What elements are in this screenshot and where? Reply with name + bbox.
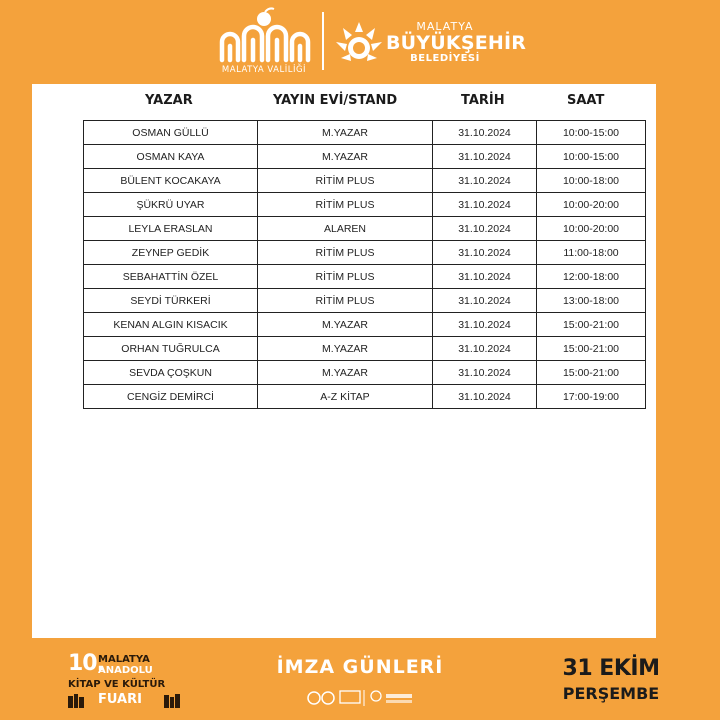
- belediye-line2: BÜYÜKŞEHİR: [386, 32, 527, 54]
- cell-yayinevi: RİTİM PLUS: [258, 241, 433, 265]
- cell-tarih: 31.10.2024: [433, 361, 537, 385]
- cell-yazar: ORHAN TUĞRULCA: [84, 337, 258, 361]
- cell-saat: 10:00-15:00: [537, 145, 646, 169]
- column-header-saat: SAAT: [567, 93, 605, 108]
- table-row: [84, 361, 646, 385]
- cell-yazar: OSMAN KAYA: [84, 145, 258, 169]
- cell-yazar: LEYLA ERASLAN: [84, 217, 258, 241]
- cell-yazar: KENAN ALGIN KISACIK: [84, 313, 258, 337]
- sponsor-logos-icon: [306, 687, 416, 709]
- cell-yayinevi: M.YAZAR: [258, 361, 433, 385]
- table-row: [84, 193, 646, 217]
- cell-saat: 11:00-18:00: [537, 241, 646, 265]
- cell-tarih: 31.10.2024: [433, 193, 537, 217]
- table-row: [84, 217, 646, 241]
- cell-yayinevi: RİTİM PLUS: [258, 289, 433, 313]
- cell-yazar: SEYDİ TÜRKERİ: [84, 289, 258, 313]
- cell-tarih: 31.10.2024: [433, 265, 537, 289]
- cell-yazar: SEVDA ÇOŞKUN: [84, 361, 258, 385]
- cell-yayinevi: M.YAZAR: [258, 121, 433, 145]
- table-row: [84, 289, 646, 313]
- cell-saat: 15:00-21:00: [537, 337, 646, 361]
- cell-yayinevi: M.YAZAR: [258, 313, 433, 337]
- event-title: İMZA GÜNLERİ: [276, 656, 444, 678]
- table-row: [84, 337, 646, 361]
- header: [0, 0, 720, 82]
- cell-yayinevi: M.YAZAR: [258, 337, 433, 361]
- cell-saat: 12:00-18:00: [537, 265, 646, 289]
- cell-tarih: 31.10.2024: [433, 121, 537, 145]
- cell-yayinevi: A-Z KİTAP: [258, 385, 433, 409]
- cell-tarih: 31.10.2024: [433, 313, 537, 337]
- books-icon: [68, 694, 182, 708]
- cell-tarih: 31.10.2024: [433, 385, 537, 409]
- column-header-yayinevi: YAYIN EVİ/STAND: [273, 93, 398, 108]
- cell-saat: 10:00-20:00: [537, 193, 646, 217]
- cell-tarih: 31.10.2024: [433, 145, 537, 169]
- event-day: PERŞEMBE: [562, 684, 660, 703]
- cell-tarih: 31.10.2024: [433, 217, 537, 241]
- cell-yayinevi: ALAREN: [258, 217, 433, 241]
- table-row: [84, 169, 646, 193]
- belediye-name: [386, 20, 526, 64]
- cell-yazar: BÜLENT KOCAKAYA: [84, 169, 258, 193]
- table-row: [84, 313, 646, 337]
- belediye-line3: BELEDİYESİ: [410, 53, 480, 64]
- cell-yayinevi: RİTİM PLUS: [258, 265, 433, 289]
- cell-saat: 15:00-21:00: [537, 361, 646, 385]
- cell-yayinevi: RİTİM PLUS: [258, 193, 433, 217]
- fair-line4: FUARI: [98, 692, 142, 707]
- table-row: [84, 265, 646, 289]
- cell-yazar: ŞÜKRÜ UYAR: [84, 193, 258, 217]
- cell-saat: 15:00-21:00: [537, 313, 646, 337]
- cell-yazar: OSMAN GÜLLÜ: [84, 121, 258, 145]
- fair-line1: MALATYA: [98, 654, 150, 665]
- cell-tarih: 31.10.2024: [433, 169, 537, 193]
- cell-tarih: 31.10.2024: [433, 289, 537, 313]
- belediye-emblem-icon: [333, 18, 385, 70]
- cell-yazar: ZEYNEP GEDİK: [84, 241, 258, 265]
- event-date: 31 EKİM: [562, 656, 660, 681]
- valilik-label: MALATYA VALİLİĞİ: [221, 65, 307, 75]
- cell-yazar: SEBAHATTİN ÖZEL: [84, 265, 258, 289]
- fair-line3: KİTAP VE KÜLTÜR: [68, 679, 166, 690]
- table-row: [84, 385, 646, 409]
- table-row: [84, 241, 646, 265]
- cell-saat: 10:00-15:00: [537, 121, 646, 145]
- column-header-yazar: YAZAR: [145, 93, 193, 108]
- schedule-table: [83, 120, 646, 409]
- schedule-table-body: [84, 121, 646, 409]
- cell-saat: 10:00-18:00: [537, 169, 646, 193]
- belediye-line1: MALATYA: [416, 20, 474, 33]
- cell-saat: 17:00-19:00: [537, 385, 646, 409]
- cell-yayinevi: RİTİM PLUS: [258, 169, 433, 193]
- table-row: [84, 145, 646, 169]
- fair-line2: ANADOLU: [98, 665, 153, 676]
- column-header-tarih: TARİH: [461, 93, 505, 108]
- cell-tarih: 31.10.2024: [433, 241, 537, 265]
- cell-saat: 10:00-20:00: [537, 217, 646, 241]
- table-row: [84, 121, 646, 145]
- cell-yazar: CENGİZ DEMİRCİ: [84, 385, 258, 409]
- cell-yayinevi: M.YAZAR: [258, 145, 433, 169]
- header-divider: [322, 12, 324, 70]
- cell-saat: 13:00-18:00: [537, 289, 646, 313]
- fair-number: 10.: [68, 651, 104, 676]
- table-column-headers: [83, 93, 645, 113]
- cell-tarih: 31.10.2024: [433, 337, 537, 361]
